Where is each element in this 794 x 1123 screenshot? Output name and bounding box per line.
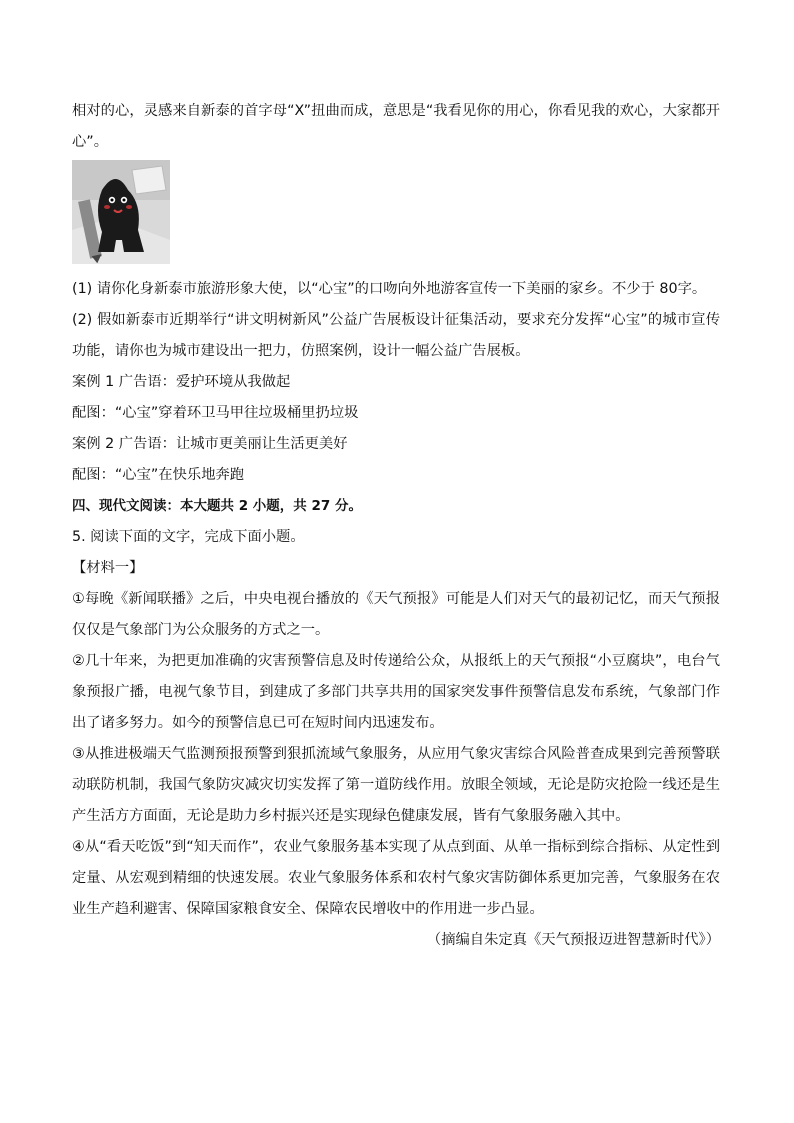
intro-paragraph: 相对的心，灵感来自新泰的首字母“X”扭曲而成，意思是“我看见你的用心，你看见我的欢心，大家都开心”。 [72,103,720,150]
task-2: (2) 假如新泰市近期举行“讲文明树新风”公益广告展板设计征集活动，要求充分发挥“心宝”的城市宣传功能，请你也为城市建设出一把力，仿照案例，设计一幅公益广告展板。 [72,312,720,359]
mascot-photo [72,160,170,264]
task-1: (1) 请你化身新泰市旅游形象大使，以“心宝”的口吻向外地游客宣传一下美丽的家乡。不少于 80字。 [72,281,707,297]
case-1-image: 配图：“心宝”穿着环卫马甲往垃圾桶里扔垃圾 [72,405,359,421]
section-heading: 四、现代文阅读：本大题共 2 小题，共 27 分。 [72,498,362,514]
material-label: 【材料一】 [72,560,144,576]
case-2-slogan: 案例 2 广告语：让城市更美丽让生活更美好 [72,436,348,452]
material-paragraph-3: ③从推进极端天气监测预报预警到狠抓流域气象服务，从应用气象灾害综合风险普查成果到完善预警联动联防机制，我国气象防灾减灾切实发挥了第一道防线作用。放眼全领域，无论是防灾抢险一线还是生产生活方方面面，无论是助力乡村振兴还是实现绿色健康发展，皆有气象服务融入其中。 [72,746,720,824]
source-citation: （摘编自朱定真《天气预报迈进智慧新时代》） [426,932,720,948]
material-paragraph-1: ①每晚《新闻联播》之后，中央电视台播放的《天气预报》可能是人们对天气的最初记忆，而天气预报仅仅是气象部门为公众服务的方式之一。 [72,591,720,638]
case-2-image: 配图：“心宝”在快乐地奔跑 [72,467,245,483]
case-1-slogan: 案例 1 广告语：爱护环境从我做起 [72,374,291,390]
question-5: 5. 阅读下面的文字，完成下面小题。 [72,529,305,545]
material-paragraph-2: ②几十年来，为把更加准确的灾害预警信息及时传递给公众，从报纸上的天气预报“小豆腐块”，电台气象预报广播，电视气象节目，到建成了多部门共享共用的国家突发事件预警信息发布系统，气象部门作出了诸多努力。如今的预警信息已可在短时间内迅速发布。 [72,653,720,731]
material-paragraph-4: ④从“看天吃饭”到“知天而作”，农业气象服务基本实现了从点到面、从单一指标到综合指标、从定性到定量、从宏观到精细的快速发展。农业气象服务体系和农村气象灾害防御体系更加完善，气象服务在农业生产趋利避害、保障国家粮食安全、保障农民增收中的作用进一步凸显。 [72,839,720,917]
document-page [72,96,720,956]
